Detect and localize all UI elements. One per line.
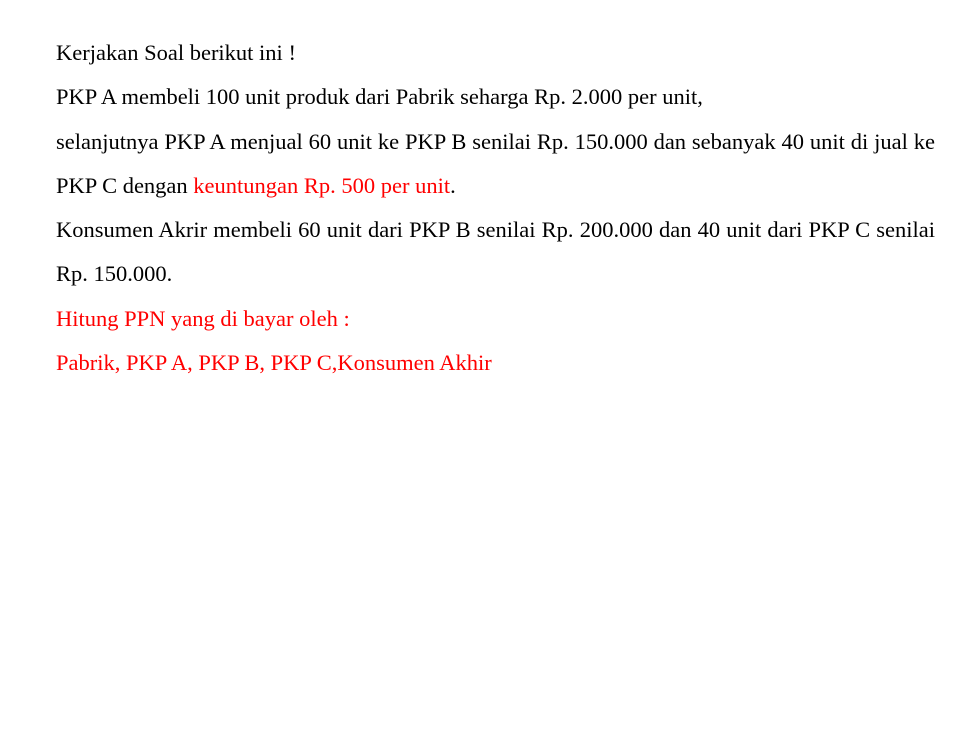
sales-period: . <box>450 172 456 198</box>
paragraph-purchase: PKP A membeli 100 unit produk dari Pabrik seharga Rp. 2.000 per unit, <box>56 84 703 110</box>
document-body <box>56 31 935 385</box>
heading: Kerjakan Soal berikut ini ! <box>56 40 296 65</box>
paragraph-sales <box>56 120 935 209</box>
question: Hitung PPN yang di bayar oleh : <box>56 305 350 331</box>
paragraph-consumer: Konsumen Akrir membeli 60 unit dari PKP B senilai Rp. 200.000 dan 40 unit dari PKP C senilai Rp. 150.000. <box>56 217 935 287</box>
parties-list: Pabrik, PKP A, PKP B, PKP C,Konsumen Akhir <box>56 350 492 376</box>
sales-text: selanjutnya PKP A menjual 60 unit ke PKP B senilai Rp. 150.000 dan sebanyak 40 unit di jual ke PKP C dengan <box>56 128 935 198</box>
profit-highlight: keuntungan Rp. 500 per unit <box>193 172 451 198</box>
